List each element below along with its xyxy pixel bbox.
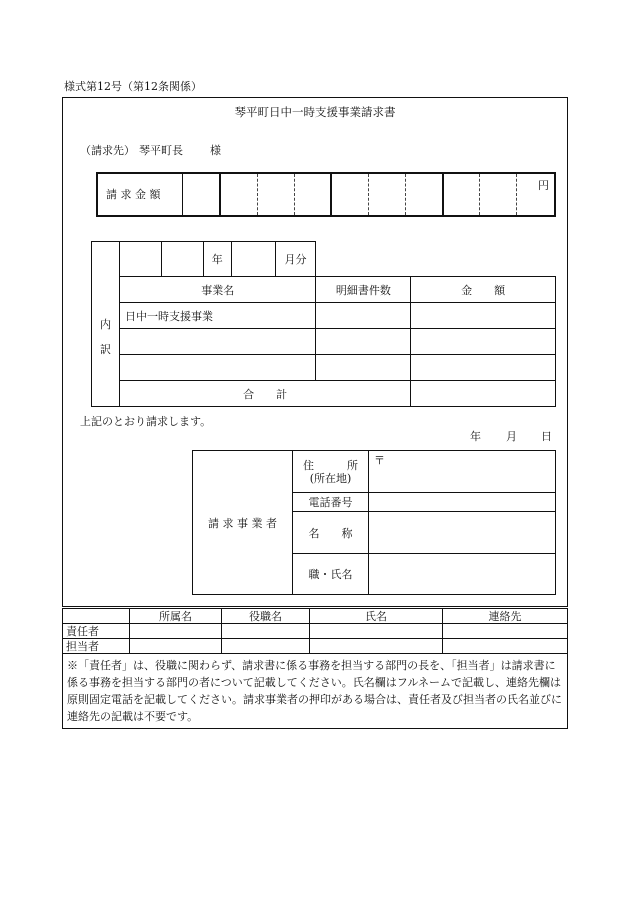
breakdown-table [91,241,556,407]
row-2-service[interactable] [119,329,316,355]
row-1-statement-count[interactable] [316,303,411,329]
amount-label: 請 求 金 額 [106,188,161,201]
row-3-statement-count[interactable] [316,355,411,381]
name-label: 名 称 [293,512,369,554]
date-day: 日 [541,430,552,443]
address-label-cell [293,451,369,493]
header-statement-count: 明細書件数 [316,277,411,303]
amount-unit: 円 [538,179,549,192]
header-service: 事業名 [119,277,316,303]
form-title: 琴平町日中一時支援事業請求書 [234,105,396,119]
year-label: 年 [203,242,231,277]
address-label: 住 所 [303,458,358,472]
era-cell[interactable] [119,242,161,277]
contact-header-name: 氏名 [310,609,443,624]
addressee-label: （請求先） [80,144,135,157]
amount-digit-cell[interactable] [443,173,480,216]
year-value-cell[interactable] [161,242,203,277]
amount-digit-cell[interactable] [369,173,406,216]
contact-table [62,608,568,729]
staff-position-field[interactable] [222,639,310,654]
month-label: 月分 [275,242,316,277]
row-2-amount[interactable] [411,329,556,355]
responsible-position-field[interactable] [222,624,310,639]
row-1-amount[interactable] [411,303,556,329]
amount-digit-cell[interactable] [220,173,257,216]
address-field[interactable] [369,451,556,493]
total-label: 合 計 [119,381,410,407]
staff-department-field[interactable] [130,639,222,654]
address-sub-label: (所在地) [309,471,352,485]
amount-digit-cell[interactable] [480,173,517,216]
amount-digit-cell[interactable] [294,173,331,216]
staff-phone-field[interactable] [443,639,568,654]
month-value-cell[interactable] [231,242,275,277]
contact-header-blank [63,609,130,624]
contact-header-department: 所属名 [130,609,222,624]
responsible-department-field[interactable] [130,624,222,639]
declaration: 上記のとおり請求します。 [80,415,212,428]
business-group-label: 請 求 事 業 者 [193,451,293,595]
amount-digit-cell[interactable] [182,173,220,216]
contact-note: ※「責任者」は、役職に関わらず、請求書に係る事務を担当する部門の長を、「担当者」は請求書に係る事務を担当する部門の者について記載してください。氏名欄はフルネームで記載し、連絡先欄は原則固定電話を記載してください。請求事業者の押印がある場合は、責任者及び担当者の氏名並びに連絡先の記載は不要です。 [63,654,568,729]
form-number: 様式第12号（第12条関係） [64,80,202,93]
contact-role-staff: 担当者 [63,639,130,654]
amount-box [96,172,556,217]
row-3-service[interactable] [119,355,316,381]
amount-digit-cell[interactable] [331,173,368,216]
breakdown-side-label [92,242,120,407]
header-amount: 金 額 [411,277,556,303]
amount-unit-cell[interactable] [517,173,555,216]
business-table [192,450,556,595]
contact-role-responsible: 責任者 [63,624,130,639]
contact-header-phone: 連絡先 [443,609,568,624]
addressee-honorific: 様 [210,144,221,157]
amount-digit-cell[interactable] [257,173,294,216]
breakdown-blank [316,242,556,277]
date-month: 月 [506,430,517,443]
date-year: 年 [470,430,481,443]
breakdown-side-label-2: 訳 [99,343,111,356]
phone-label: 電話番号 [293,493,369,512]
postal-mark: 〒 [374,454,385,467]
staff-name-field[interactable] [310,639,443,654]
addressee-name: 琴平町長 [139,144,183,157]
phone-field[interactable] [369,493,556,512]
amount-label-cell [97,173,182,216]
row-2-statement-count[interactable] [316,329,411,355]
total-amount[interactable] [411,381,556,407]
responsible-phone-field[interactable] [443,624,568,639]
amount-digit-cell[interactable] [406,173,443,216]
contact-header-position: 役職名 [222,609,310,624]
breakdown-side-label-1: 内 [99,318,111,331]
row-3-amount[interactable] [411,355,556,381]
row-1-service: 日中一時支援事業 [119,303,316,329]
title-name-label: 職・氏名 [293,554,369,595]
name-field[interactable] [369,512,556,554]
title-name-field[interactable] [369,554,556,595]
responsible-name-field[interactable] [310,624,443,639]
